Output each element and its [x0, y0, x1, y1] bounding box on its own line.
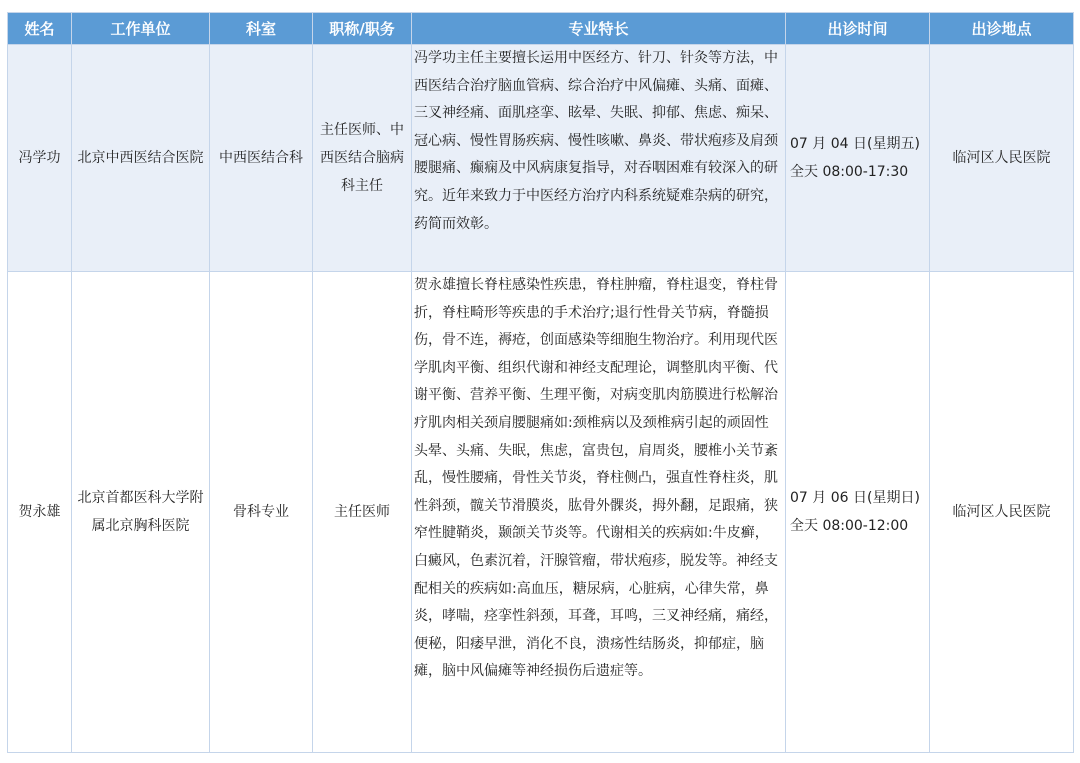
specialty: 贺永雄擅长脊柱感染性疾患，脊柱肿瘤，脊柱退变，脊柱骨折，脊柱畸形等疾患的手术治疗;退行性骨关节病，脊髓损伤，骨不连，褥疮，创面感染等细胞生物治疗。利用现代医学肌肉平衡、组织代谢和神经支配理论，调整肌肉平衡、代谢平衡、营养平衡、生理平衡，对病变肌肉筋膜进行松解治疗肌肉相关颈肩腰腿痛如:颈椎病以及颈椎病引起的顽固性头晕、头痛、失眠，焦虑，富贵包，肩周炎，腰椎小关节紊乱，慢性腰痛，骨性关节炎，脊柱侧凸，强直性脊柱炎，肌性斜颈，髋关节滑膜炎，肱骨外髁炎，拇外翻，足跟痛，狭窄性腱鞘炎，颞颌关节炎等。代谢相关的疾病如:牛皮癣，白癜风，色素沉着，汗腺管瘤，带状疱疹，脱发等。神经支配相关的疾病如:高血压，糖尿病，心脏病，心律失常，鼻炎，哮喘，痉挛性斜颈，耳聋，耳鸣，三叉神经痛，痛经，便秘，阳痿早泄，消化不良，溃疡性结肠炎，抑郁症，脑瘫，脑中风偏瘫等神经损伤后遗症等。: [412, 272, 786, 753]
clinic-date: 07 月 06 日(星期日): [790, 490, 920, 506]
header-specialty: 专业特长: [412, 13, 786, 45]
table-header-row: [8, 13, 1074, 45]
clinic-time: [786, 45, 930, 272]
specialty: 冯学功主任主要擅长运用中医经方、针刀、针灸等方法，中西医结合治疗脑血管病、综合治疗中风偏瘫、头痛、面瘫、三叉神经痛、面肌痉挛、眩晕、失眠、抑郁、焦虑、痴呆、冠心病、慢性胃肠疾病、慢性咳嗽、鼻炎、带状疱疹及肩颈腰腿痛、癫痫及中风病康复指导，对吞咽困难有较深入的研究。近年来致力于中医经方治疗内科系统疑难杂病的研究，药简而效彰。: [412, 45, 786, 272]
header-location: 出诊地点: [930, 13, 1074, 45]
clinic-date: 07 月 04 日(星期五): [790, 136, 920, 152]
table-row: [8, 272, 1074, 753]
doctor-name: 贺永雄: [8, 272, 72, 753]
header-name: 姓名: [8, 13, 72, 45]
job-title: 主任医师: [313, 272, 412, 753]
clinic-hours: 全天 08:00-17:30: [790, 164, 909, 180]
doctor-schedule-table: [7, 12, 1074, 753]
table-row: [8, 45, 1074, 272]
department: 中西医结合科: [210, 45, 313, 272]
header-department: 科室: [210, 13, 313, 45]
work-unit: 北京首都医科大学附属北京胸科医院: [72, 272, 210, 753]
department: 骨科专业: [210, 272, 313, 753]
job-title: 主任医师、中西医结合脑病科主任: [313, 45, 412, 272]
clinic-hours: 全天 08:00-12:00: [790, 518, 909, 534]
header-unit: 工作单位: [72, 13, 210, 45]
doctor-name: 冯学功: [8, 45, 72, 272]
clinic-time: [786, 272, 930, 753]
work-unit: 北京中西医结合医院: [72, 45, 210, 272]
clinic-location: 临河区人民医院: [930, 272, 1074, 753]
header-time: 出诊时间: [786, 13, 930, 45]
clinic-location: 临河区人民医院: [930, 45, 1074, 272]
header-title: 职称/职务: [313, 13, 412, 45]
